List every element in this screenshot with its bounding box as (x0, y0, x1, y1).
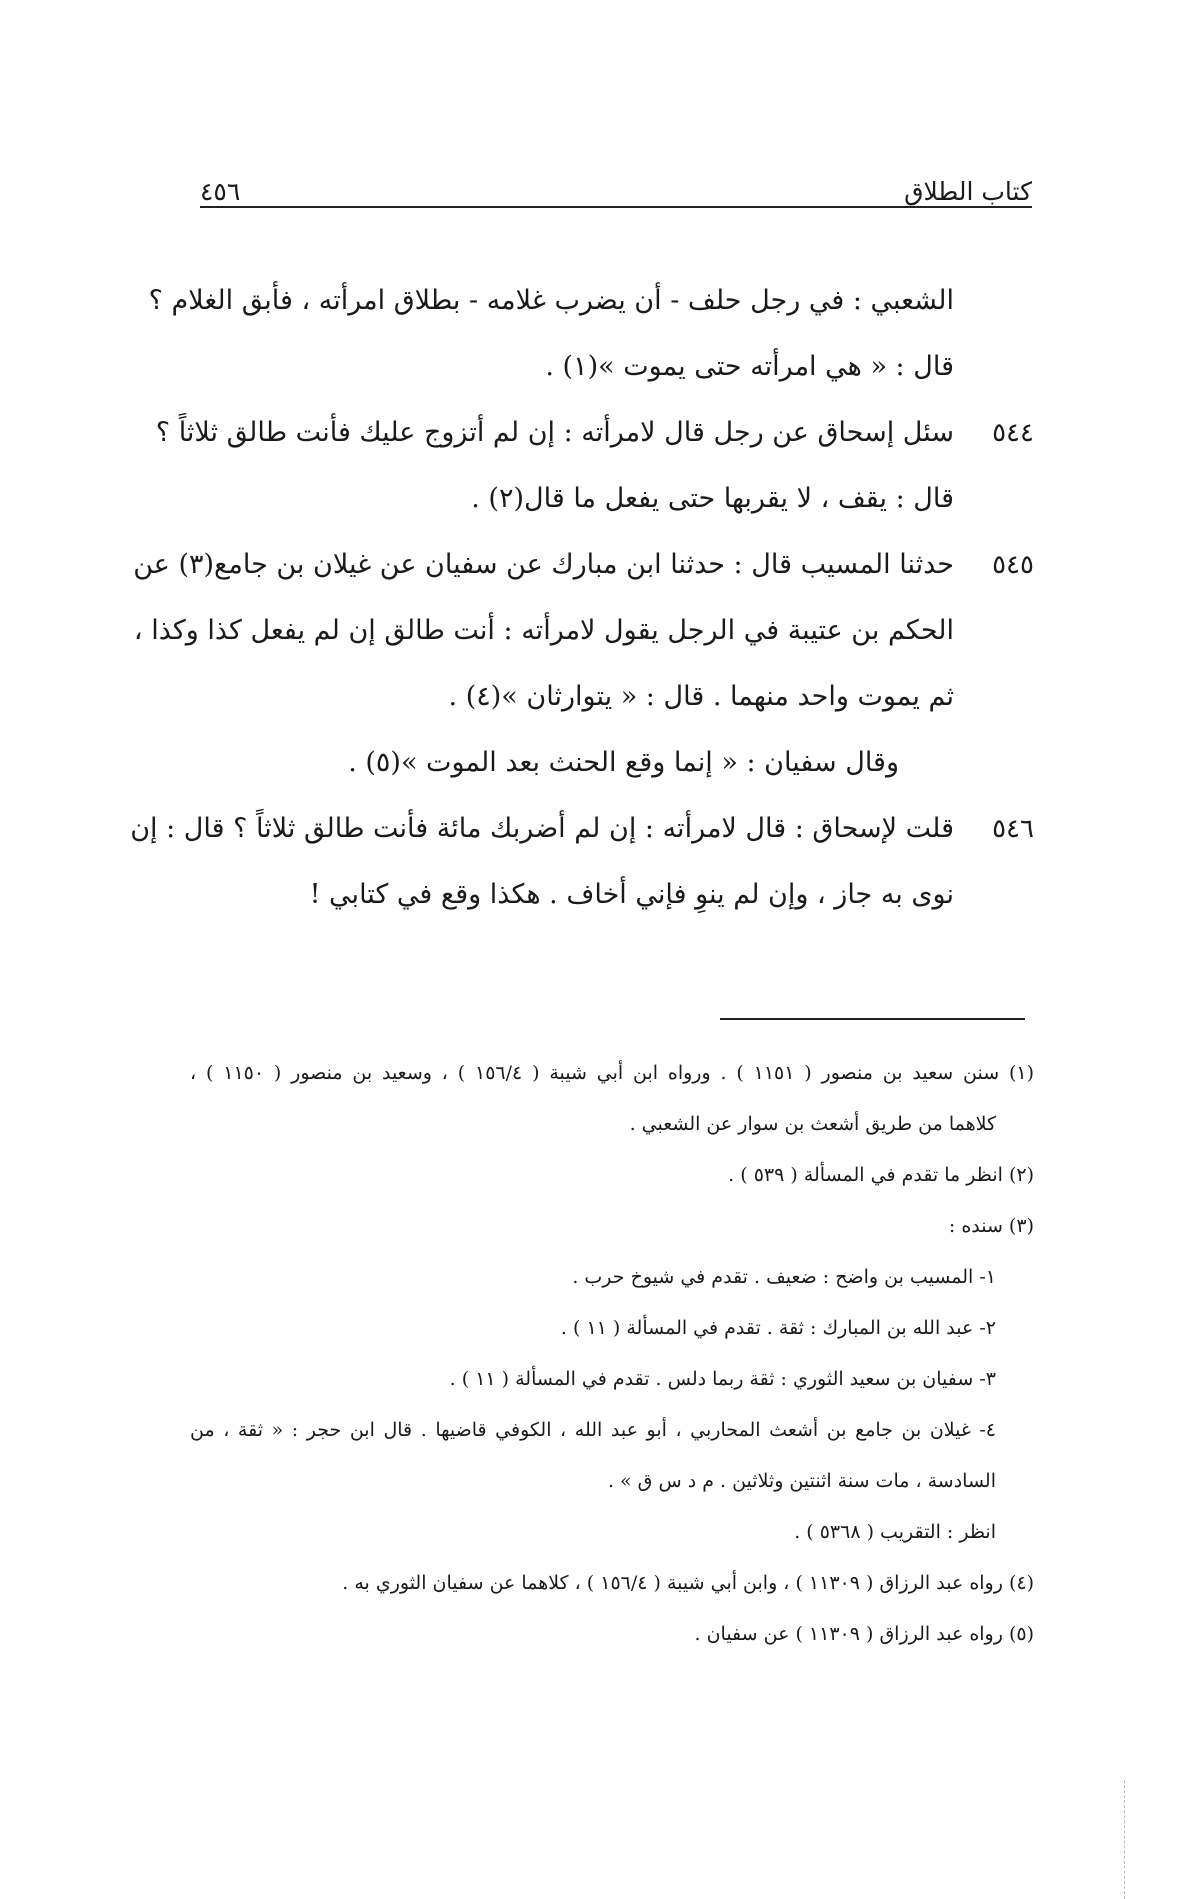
text-line: الشعبي : في رجل حلف - أن يضرب غلامه - بطلاق امرأته ، فأبق الغلام ؟ (148, 285, 954, 316)
footnote-line: (٤) رواه عبد الرزاق ( ١١٣٠٩ ) ، وابن أبي شيبة ( ١٥٦/٤ ) ، كلاهما عن سفيان الثوري به . (342, 1572, 1034, 1594)
text-line: قلت لإسحاق : قال لامرأته : إن لم أضربك مائة فأنت طالق ثلاثاً ؟ قال : إن (130, 813, 954, 844)
text-line: الحكم بن عتيبة في الرجل يقول لامرأته : أنت طالق إن لم يفعل كذا وكذا ، (133, 615, 954, 646)
footnote-line: (١) سنن سعيد بن منصور ( ١١٥١ ) . ورواه ابن أبي شيبة ( ١٥٦/٤ ) ، وسعيد بن منصور ( ١١٥٠ ) ، (190, 1062, 1035, 1084)
text-line: حدثنا المسيب قال : حدثنا ابن مبارك عن سفيان عن غيلان بن جامع(٣) عن (133, 549, 954, 580)
footnote-line: (٢) انظر ما تقدم في المسألة ( ٥٣٩ ) . (728, 1164, 1034, 1186)
footnote-line: ٣- سفيان بن سعيد الثوري : ثقة ربما دلس . تقدم في المسألة ( ١١ ) . (449, 1368, 996, 1390)
text-line: قال : « هي امرأته حتى يموت »(١) . (545, 351, 954, 382)
footnote-line: ٤- غيلان بن جامع بن أشعث المحاربي ، أبو عبد الله ، الكوفي قاضيها . قال ابن حجر : « ثقة ، من (190, 1419, 996, 1441)
text-line: ثم يموت واحد منهما . قال : « يتوارثان »(٤) . (448, 681, 954, 712)
footnote-line: ٢- عبد الله بن المبارك : ثقة . تقدم في المسألة ( ١١ ) . (560, 1317, 996, 1339)
entry-continuation (148, 268, 1034, 400)
main-text (130, 268, 1034, 928)
text-line: قال : يقف ، لا يقربها حتى يفعل ما قال(٢) . (471, 483, 954, 514)
footnote-line: (٥) رواه عبد الرزاق ( ١١٣٠٩ ) عن سفيان . (694, 1623, 1034, 1645)
entry-544 (155, 400, 1034, 532)
footnote-line: كلاهما من طريق أشعث بن سوار عن الشعبي . (629, 1113, 996, 1135)
scan-edge-mark (1124, 1780, 1125, 1899)
footnote-line: (٣) سنده : (948, 1215, 1034, 1237)
footnote-line: انظر : التقريب ( ٥٣٦٨ ) . (794, 1521, 996, 1543)
footnote-line: السادسة ، مات سنة اثنتين وثلاثين . م د س ق » . (607, 1470, 996, 1492)
entry-number: ٥٤٤ (992, 418, 1034, 448)
footnotes (190, 1048, 1034, 1660)
text-line: نوى به جاز ، وإن لم ينوِ فإني أخاف . هكذا وقع في كتابي ! (309, 879, 954, 910)
running-title: كتاب الطلاق (904, 177, 1032, 206)
header-rule (200, 206, 1032, 208)
entry-546 (130, 796, 1034, 928)
footnote-separator (720, 1018, 1025, 1020)
page-number: ٤٥٦ (200, 177, 241, 206)
entry-number: ٥٤٦ (992, 814, 1034, 844)
page-header (200, 162, 1032, 206)
entry-number: ٥٤٥ (992, 550, 1034, 580)
footnote-line: ١- المسيب بن واضح : ضعيف . تقدم في شيوخ حرب . (572, 1266, 996, 1288)
text-line: وقال سفيان : « إنما وقع الحنث بعد الموت »(٥) . (348, 747, 899, 778)
text-line: سئل إسحاق عن رجل قال لامرأته : إن لم أتزوج عليك فأنت طالق ثلاثاً ؟ (155, 417, 954, 448)
entry-545 (133, 532, 1034, 796)
